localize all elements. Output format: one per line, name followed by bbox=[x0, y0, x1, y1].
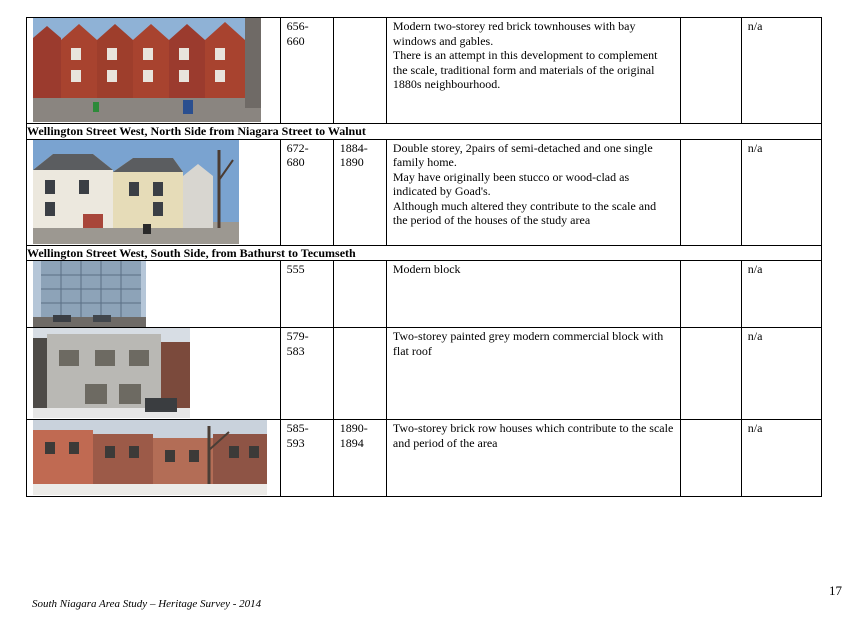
description-paragraph: Two-storey brick row houses which contribute to the scale and period of the area bbox=[392, 421, 674, 450]
address-number: 672- 680 bbox=[286, 140, 309, 169]
photo-grey-commercial-block bbox=[33, 328, 190, 418]
section-header-row bbox=[27, 245, 822, 261]
photo-cell bbox=[27, 420, 281, 497]
address-number: 656- 660 bbox=[286, 19, 309, 48]
status-value: n/a bbox=[747, 262, 763, 276]
status-value: n/a bbox=[747, 421, 763, 435]
status-value: n/a bbox=[747, 329, 763, 343]
status-value: n/a bbox=[747, 140, 763, 155]
description-paragraph: May have originally been stucco or wood-clad as indicated by Goad's. bbox=[392, 169, 630, 198]
description-paragraph: There is an attempt in this development to complement the scale, traditional form and materials of the original 1880s neighbourhood. bbox=[392, 48, 658, 91]
description bbox=[387, 420, 680, 450]
description-paragraph: Modern two-storey red brick townhouses with bay windows and gables. bbox=[392, 19, 636, 48]
description-paragraph: Modern block bbox=[392, 262, 461, 276]
status-value: n/a bbox=[747, 19, 763, 33]
section-title: Wellington Street West, North Side from Niagara Street to Walnut bbox=[27, 124, 822, 140]
photo-brick-row-houses bbox=[33, 420, 267, 495]
photo-cell bbox=[27, 18, 281, 124]
construction-date bbox=[334, 18, 386, 19]
section-title: Wellington Street West, South Side, from Bathurst to Tecumseth bbox=[27, 245, 822, 261]
description bbox=[387, 261, 680, 277]
construction-date: 1890- 1894 bbox=[339, 421, 368, 450]
page-footer: South Niagara Area Study – Heritage Survey - 2014 bbox=[32, 598, 262, 610]
photo-cell bbox=[27, 261, 281, 328]
construction-date bbox=[334, 328, 386, 329]
table-row bbox=[27, 261, 822, 328]
construction-date bbox=[334, 261, 386, 262]
description bbox=[387, 140, 680, 228]
photo-red-brick-townhouses bbox=[33, 18, 261, 122]
section-header-row bbox=[27, 124, 822, 140]
construction-date: 1884- 1890 bbox=[339, 140, 368, 169]
description-paragraph: Although much altered they contribute to the scale and the period of the houses of the study area bbox=[392, 198, 657, 227]
photo-cell bbox=[27, 328, 281, 420]
address-number: 579- 583 bbox=[286, 329, 309, 358]
heritage-survey-table bbox=[26, 17, 822, 497]
photo-cell bbox=[27, 139, 281, 245]
table-row bbox=[27, 139, 822, 245]
table-row bbox=[27, 328, 822, 420]
description bbox=[387, 328, 680, 358]
address-number: 555 bbox=[286, 262, 305, 276]
photo-modern-block bbox=[33, 261, 146, 327]
description-paragraph: Two-storey painted grey modern commercial block with flat roof bbox=[392, 329, 664, 358]
description-paragraph: Double storey, 2pairs of semi-detached and one single family home. bbox=[392, 140, 653, 169]
page-number: 17 bbox=[829, 583, 842, 598]
table-row bbox=[27, 18, 822, 124]
table-row bbox=[27, 420, 822, 497]
address-number: 585- 593 bbox=[286, 421, 309, 450]
description bbox=[387, 18, 680, 92]
photo-semi-detached-houses bbox=[33, 140, 239, 244]
